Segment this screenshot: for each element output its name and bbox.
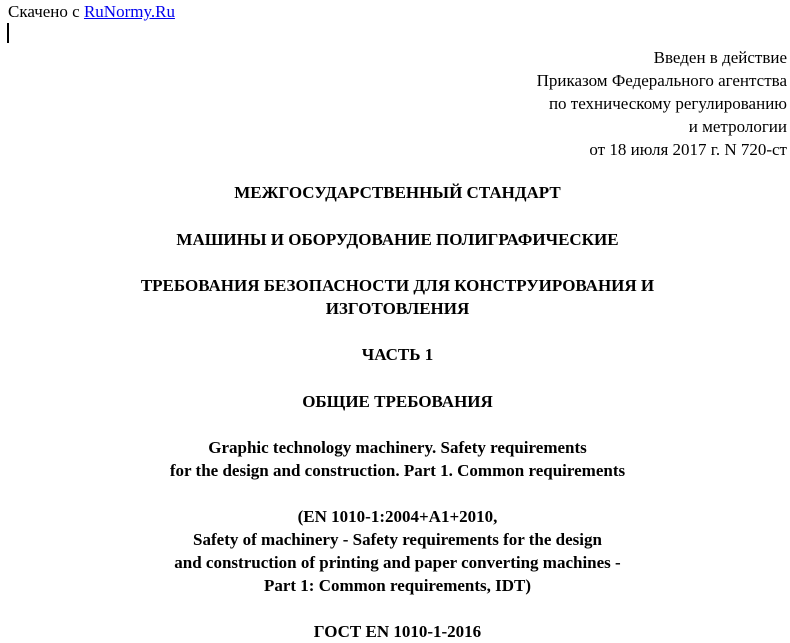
equivalent-line: and construction of printing and paper converting machines - [174, 553, 621, 572]
english-title-line: for the design and construction. Part 1. Common requirements [169, 461, 626, 480]
equivalent-line: Part 1: Common requirements, IDT) [263, 576, 532, 595]
source-prefix: Скачено с [8, 2, 80, 21]
approval-line: по техническому регулированию [548, 94, 787, 113]
document-title [0, 228, 790, 251]
english-title-line: Graphic technology machinery. Safety requirements [208, 438, 587, 457]
source-link[interactable]: RuNormy.Ru [83, 2, 175, 21]
document-subtitle [0, 274, 790, 320]
part-title-text: ОБЩИЕ ТРЕБОВАНИЯ [302, 392, 493, 411]
equivalent-standard [0, 505, 790, 597]
equivalent-line: (EN 1010-1:2004+A1+2010, [297, 507, 498, 526]
approval-line: от 18 июля 2017 г. N 720-ст [589, 140, 787, 159]
document-type [0, 181, 790, 204]
approval-line: Введен в действие [653, 48, 787, 67]
document-part-title [0, 390, 790, 413]
approval-line: Приказом Федерального агентства [536, 71, 787, 90]
subtitle-line: ИЗГОТОВЛЕНИЯ [325, 299, 470, 318]
approval-line: и метрологии [688, 117, 787, 136]
designation-text: ГОСТ EN 1010-1-2016 [313, 622, 482, 641]
english-title [0, 436, 790, 482]
document-title-text: МАШИНЫ И ОБОРУДОВАНИЕ ПОЛИГРАФИЧЕСКИЕ [176, 230, 619, 249]
source-line [8, 1, 175, 23]
part-text: ЧАСТЬ 1 [361, 345, 434, 364]
approval-block [537, 46, 787, 161]
document-part [0, 343, 790, 366]
document-type-text: МЕЖГОСУДАРСТВЕННЫЙ СТАНДАРТ [234, 183, 561, 202]
document-designation [0, 620, 790, 643]
equivalent-line: Safety of machinery - Safety requirements for the design [193, 530, 602, 549]
subtitle-line: ТРЕБОВАНИЯ БЕЗОПАСНОСТИ ДЛЯ КОНСТРУИРОВАНИЯ И [140, 276, 655, 295]
text-cursor [7, 23, 9, 43]
